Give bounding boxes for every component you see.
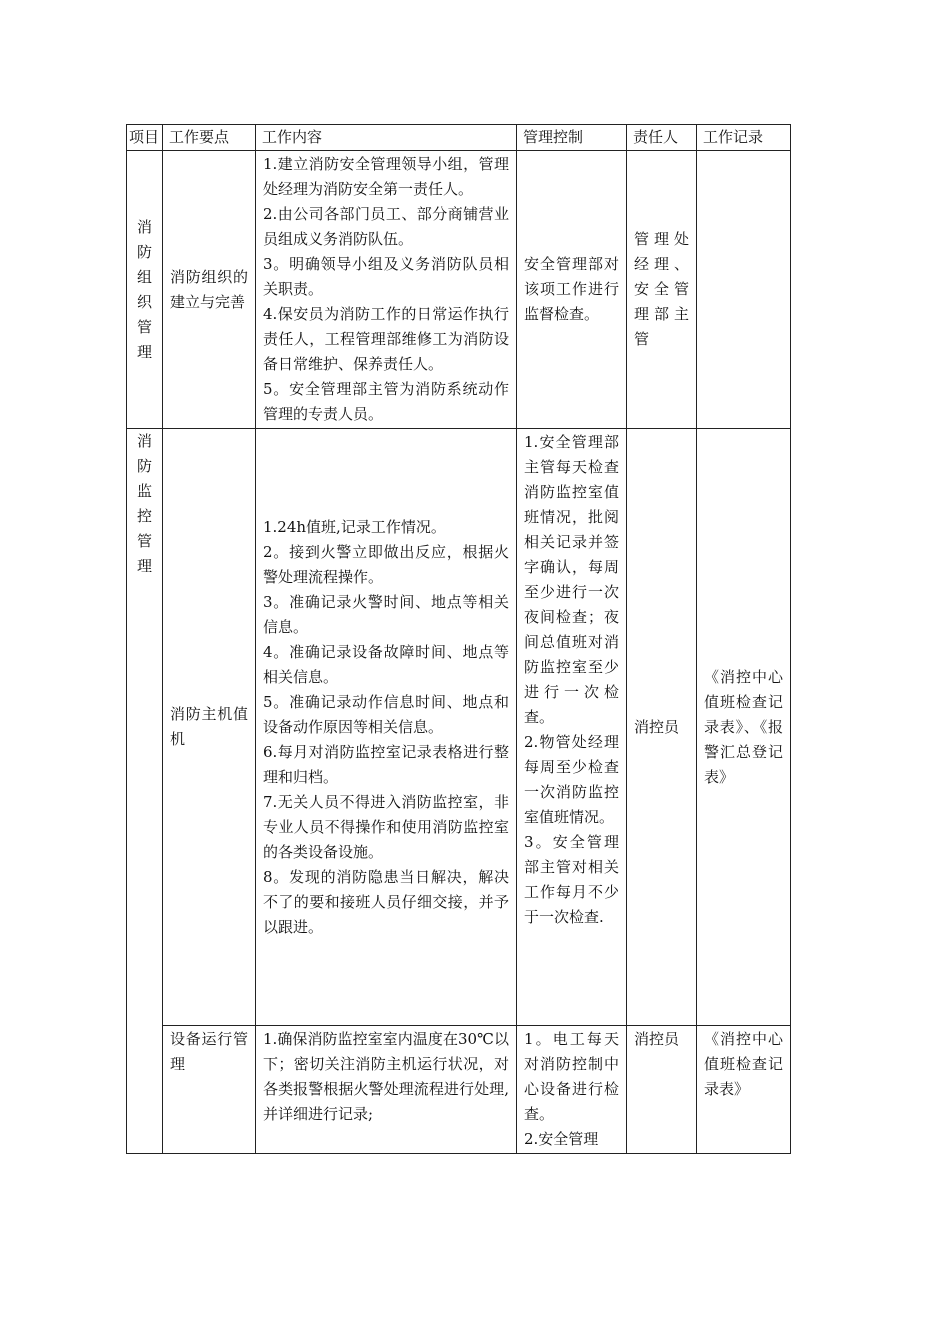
cell-control — [517, 151, 627, 429]
control-item: 2.物管处经理每周至少检查一次消防监控室值班情况。 — [524, 733, 619, 826]
cell-responsible: 消控员 — [627, 1026, 697, 1154]
content-item: 4。准确记录设备故障时间、地点等相关信息。 — [263, 642, 509, 686]
table-row — [127, 1026, 791, 1154]
control-item: 安全管理部对该项工作进行监督检查。 — [524, 255, 619, 323]
header-responsible: 责任人 — [627, 125, 697, 151]
cell-record: 《消控中心值班检查记录表》 — [697, 1026, 791, 1154]
control-item: 2.安全管理 — [524, 1130, 599, 1148]
cell-responsible: 管理处经理、安全管理部主管 — [627, 151, 697, 429]
content-item: 3。准确记录火警时间、地点等相关信息。 — [263, 592, 509, 636]
content-item: 2。接到火警立即做出反应，根据火警处理流程操作。 — [263, 542, 509, 586]
header-row — [127, 125, 791, 151]
header-content: 工作内容 — [256, 125, 517, 151]
cell-key-point: 消防主机值机 — [163, 429, 256, 1026]
content-item: 7.无关人员不得进入消防监控室，非专业人员不得操作和使用消防监控室的各类设备设施。 — [263, 792, 509, 861]
header-control: 管理控制 — [517, 125, 627, 151]
cell-project: 消防组织管理 — [127, 151, 163, 429]
cell-responsible: 消控员 — [627, 429, 697, 1026]
table-row — [127, 429, 791, 1026]
content-item: 3。明确领导小组及义务消防队员相关职责。 — [263, 255, 509, 298]
control-item: 1。电工每天对消防控制中心设备进行检查。 — [524, 1030, 619, 1123]
content-item: 6.每月对消防监控室记录表格进行整理和归档。 — [263, 742, 509, 786]
content-item: 1.确保消防监控室室内温度在30℃以下；密切关注消防主机运行状况，对各类报警根据火警处理流程进行处理,并详细进行记录; — [263, 1030, 509, 1123]
content-item: 5。安全管理部主管为消防系统动作管理的专责人员。 — [263, 380, 509, 423]
cell-content — [256, 429, 517, 1026]
content-item: 2.由公司各部门员工、部分商铺营业员组成义务消防队伍。 — [263, 205, 509, 248]
content-item: 1.建立消防安全管理领导小组，管理处经理为消防安全第一责任人。 — [263, 155, 509, 198]
cell-project: 消防监控管理 — [127, 429, 163, 1154]
content-item: 1.24h值班,记录工作情况。 — [263, 517, 446, 536]
cell-key-point: 消防组织的建立与完善 — [163, 151, 256, 429]
content-item: 4.保安员为消防工作的日常运作执行责任人，工程管理部维修工为消防设备日常维护、保养责任人。 — [263, 305, 509, 373]
cell-control — [517, 1026, 627, 1154]
cell-record: 《消控中心值班检查记录表》、《报警汇总登记表》 — [697, 429, 791, 1026]
control-item: 3。安全管理部主管对相关工作每月不少于一次检查. — [524, 833, 619, 926]
table-row — [127, 151, 791, 429]
content-item: 5。准确记录动作信息时间、地点和设备动作原因等相关信息。 — [263, 692, 509, 736]
cell-key-point: 设备运行管理 — [163, 1026, 256, 1154]
control-item: 1.安全管理部主管每天检查消防监控室值班情况，批阅相关记录并签字确认，每周至少进行一次夜间检查；夜间总值班对消防监控室至少进行一次检查。 — [524, 433, 619, 726]
cell-content — [256, 1026, 517, 1154]
cell-control — [517, 429, 627, 1026]
content-item: 8。发现的消防隐患当日解决，解决不了的要和接班人员仔细交接，并予以跟进。 — [263, 867, 509, 936]
header-key-point: 工作要点 — [163, 125, 256, 151]
cell-record — [697, 151, 791, 429]
header-project: 项目 — [127, 125, 163, 151]
header-record: 工作记录 — [697, 125, 791, 151]
cell-content — [256, 151, 517, 429]
work-table — [126, 124, 791, 1154]
